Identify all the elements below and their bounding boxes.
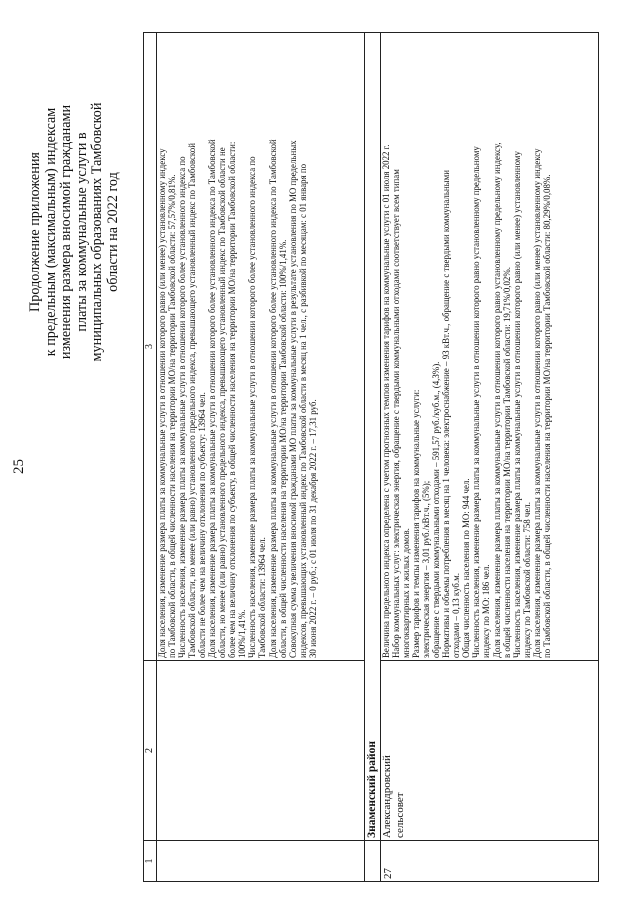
header-line: Продолжение приложения — [27, 152, 43, 312]
text-line: Тамбовской области: 13964 чел. — [257, 537, 268, 658]
text-line: отходами – 0,13 куб.м. — [451, 573, 462, 658]
indices-table — [143, 32, 599, 882]
cell-number — [157, 841, 365, 882]
text-line: Общая численность населения по МО: 944 чел. — [461, 478, 472, 658]
text-line: многоквартирных и жилых домов. — [401, 528, 412, 658]
text-line: Численность населения, изменение размера платы за коммунальные услуги в отношении которого равно установленному предельному — [471, 146, 482, 658]
cell-municipality — [381, 661, 599, 841]
header-line: муниципальных образованиях Тамбовской — [89, 102, 106, 362]
text-line: обращение с твердыми коммунальными отходами – 591,57 руб./куб.м., (4,3%). — [431, 361, 442, 658]
text-line: 30 июня 2022 г. – 0 руб.; с 01 июля по 31 декабря 2022 г. – 17,31 руб. — [307, 399, 318, 658]
text-line: Тамбовской области, но менее (или равно) установленного предельного индекса, превышающего установленный индекс по Тамбовской — [187, 143, 198, 658]
text-line: Доля населения, изменение размера платы за коммунальные услуги в отношении которого равно (или менее) установленному индексу — [531, 148, 542, 658]
description-text — [381, 35, 552, 658]
cell-number: 27 — [381, 841, 599, 882]
col-header-number: 1 — [144, 841, 157, 882]
text-line: 100%/1,41%. — [237, 609, 248, 658]
municipality-name-line: сельсовет — [393, 792, 406, 838]
table-row-continued — [157, 33, 365, 882]
text-line: Доля населения, изменение размера платы за коммунальные услуги в отношении которого более установленного индекса по Тамбовской — [267, 139, 278, 658]
text-line: Набор коммунальных услуг: электрическая энергия, обращение с твердыми коммунальными отходами соответствует всем типам — [391, 169, 402, 658]
text-line: области, но менее (или равно) установленного предельного индекса, превышающего установленный индекс по Тамбовской области не — [217, 147, 228, 658]
text-line: Совокупная сумма увеличения вносимой гражданами МО платы за коммунальные услуги в результате установления по МО предельных — [287, 140, 298, 658]
text-line: Численность населения, изменение размера платы за коммунальные услуги в отношении которого более установленного индекса по — [247, 156, 258, 658]
text-line: по Тамбовской области, в общей численности населения на территории МО/на территории Тамбовской области: 80,29%/0,08%. — [541, 174, 552, 658]
text-line: Численность населения, изменение размера платы за коммунальные услуги в отношении которого равно (или менее) установленному — [511, 151, 522, 658]
table-header-row — [144, 33, 157, 882]
text-line: индексов, превышающих установленный индекс по Тамбовской области в месяц на 1 чел., с разбивкой по месяцам: с 01 января по — [297, 163, 308, 658]
cell-description — [157, 33, 365, 661]
table-row — [381, 33, 599, 882]
description-text — [157, 35, 318, 658]
appendix-header — [28, 42, 122, 422]
text-line: электрическая энергия – 3,01 руб./кВт.ч., (5%); — [421, 480, 432, 658]
district-row — [365, 33, 381, 882]
page-number: 25 — [11, 459, 27, 474]
col-header-description: 3 — [144, 33, 157, 661]
cell-municipality — [157, 661, 365, 841]
text-line: области не более чем на величину отклонения по субъекту: 13964 чел. — [197, 392, 208, 658]
text-line: Доля населения, изменение размера платы за коммунальные услуги в отношении которого равно (или менее) установленному индексу — [157, 148, 167, 658]
header-line: области на 2022 год — [104, 172, 121, 292]
text-line: Нормативы и объемы потребления в месяц на 1 человека: электроснабжение – 93 кВт.ч., обращение с твердыми коммунальными — [441, 170, 452, 658]
text-line: Доля населения, изменение размера платы за коммунальные услуги в отношении которого более установленного индекса по Тамбовской — [207, 139, 218, 658]
text-line: Доля населения, изменение размера платы за коммунальные услуги в отношении которого равно установленному предельному индексу, — [491, 142, 502, 658]
text-line: индексу по МО: 186 чел. — [481, 564, 492, 658]
text-line: области, в общей численности населения на территории МО/на территории Тамбовской области: 100%/1,41%. — [277, 239, 288, 658]
district-name: Знаменский район — [365, 33, 381, 841]
text-line: Численность населения, изменение размера платы за коммунальные услуги в отношении которого более установленного индекса по — [177, 156, 188, 658]
text-line: Величина предельного индекса определена с учетом прогнозных темпов изменения тарифов на коммунальные услуги с 01 июля 2022 г. — [381, 144, 391, 658]
header-line: к предельным (максимальным) индексам — [42, 107, 59, 357]
text-line: Размер тарифов и темпы изменения тарифов на коммунальные услуги: — [411, 389, 422, 658]
municipality-name-line: Александровский — [381, 755, 393, 838]
col-header-municipality: 2 — [144, 661, 157, 841]
text-line: в общей численности населения на территории МО/на территории Тамбовской области: 19,71%/0,02%. — [501, 267, 512, 658]
cell-description — [381, 33, 599, 661]
header-line: изменения размера вносимой гражданами — [58, 104, 75, 360]
text-line: индексу по Тамбовской области: 758 чел. — [521, 502, 532, 658]
text-line: более чем на величину отклонения по субъекту, в общей численности населения на территории МО/на территории Тамбовской области: — [227, 141, 238, 658]
header-line: платы за коммунальные услуги в — [73, 132, 90, 332]
text-line: по Тамбовской области, в общей численности населения на территории МО/на территории Тамбовской области: 57,57%/0,81%. — [167, 174, 178, 658]
